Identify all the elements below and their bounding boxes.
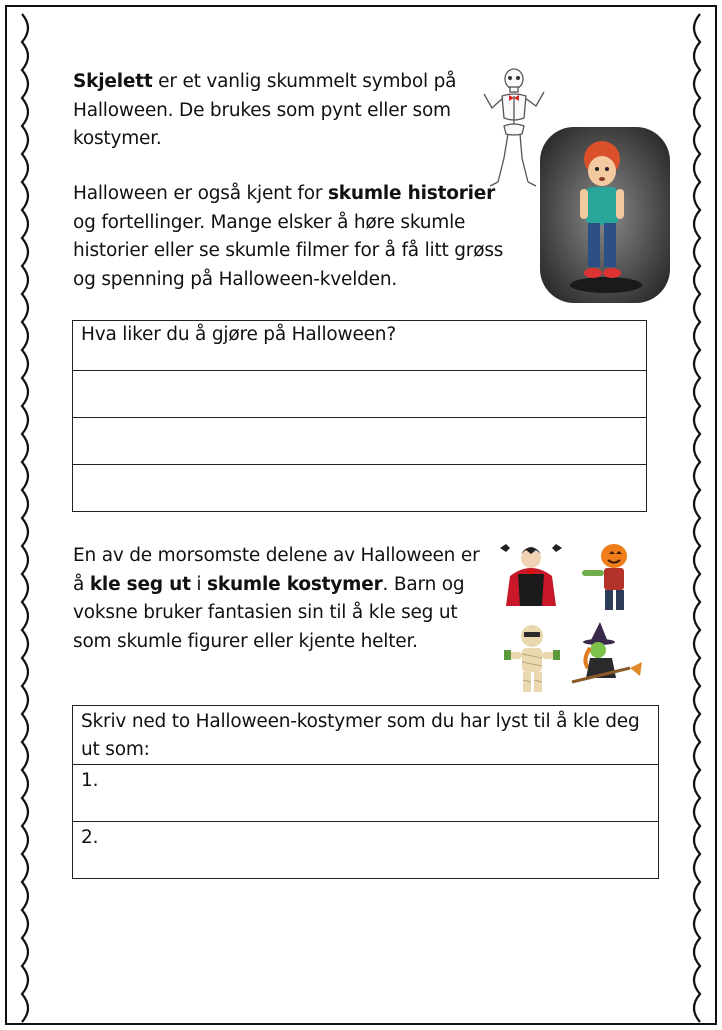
bold-term-dress-up: kle seg ut	[89, 573, 191, 595]
answer-line[interactable]	[73, 371, 647, 418]
question-costumes: Skriv ned to Halloween-kostymer som du har lyst til å kle deg ut som:	[73, 706, 659, 765]
paragraph-text: er et vanlig skummelt symbol på Halloween. De brukes som pynt eller som kostymer.	[73, 71, 457, 149]
paragraph-text: i	[190, 573, 208, 595]
paragraph-costumes	[73, 542, 493, 656]
mummy-icon	[502, 622, 562, 694]
answer-box-halloween-activities	[72, 320, 647, 512]
paragraph-text: . Barn og voksne bruker fantasien sin til å kle seg ut som skumle figurer eller kjente helter.	[73, 573, 465, 652]
bold-term-skeleton: Skjelett	[73, 71, 153, 92]
paragraph-text: og fortellinger. Mange elsker å høre skumle historier eller se skumle filmer for å få litt grøss og spenning på Halloween-kvelden.	[73, 211, 504, 290]
answer-line-2[interactable]: 2.	[73, 822, 659, 879]
pumpkin-zombie-icon	[578, 540, 640, 614]
paragraph-text: En av de morsomste delene av Halloween er å	[73, 545, 480, 595]
answer-line[interactable]	[73, 465, 647, 512]
paragraph-scary-stories	[73, 180, 523, 294]
scared-boy-icon	[540, 127, 670, 303]
answer-box-costumes	[72, 705, 659, 879]
question-halloween-activities: Hva liker du å gjøre på Halloween?	[73, 321, 647, 371]
bold-term-scary-costumes: skumle kostymer	[207, 573, 383, 595]
bold-term-scary-stories: skumle historier	[327, 183, 496, 204]
right-wavy-border	[694, 14, 700, 1022]
left-wavy-border	[22, 14, 28, 1022]
answer-line[interactable]	[73, 418, 647, 465]
witch-icon	[568, 620, 644, 692]
paragraph-text: Halloween er også kjent for	[73, 183, 328, 204]
answer-line-1[interactable]: 1.	[73, 765, 659, 822]
vampire-icon	[496, 540, 566, 612]
paragraph-skeleton	[73, 68, 473, 154]
